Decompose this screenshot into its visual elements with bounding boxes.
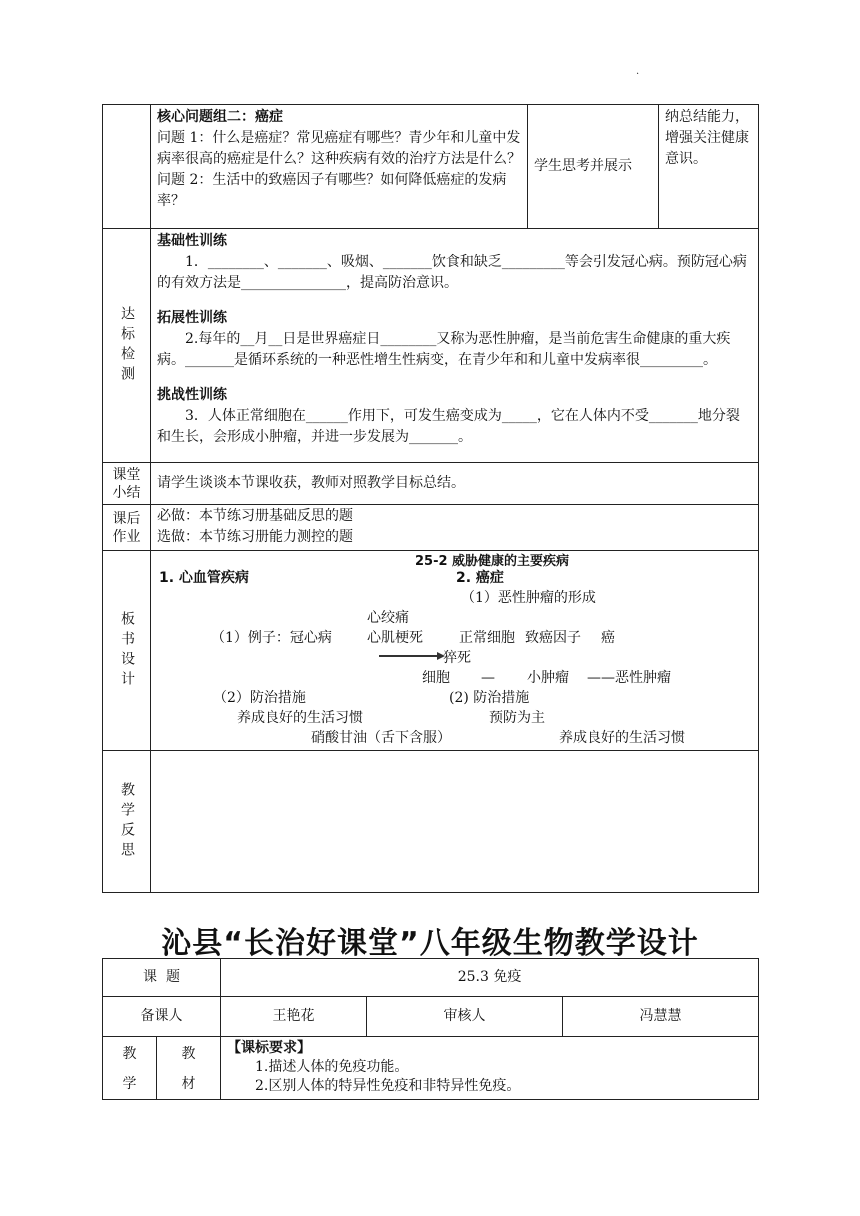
board-heading-1: 1. 心血管疾病 xyxy=(159,570,249,586)
core-question-row xyxy=(103,105,759,229)
check-label-cell xyxy=(103,229,151,463)
info-table xyxy=(102,958,759,1100)
board-design xyxy=(151,551,758,749)
board-habit-right: 养成良好的生活习惯 xyxy=(559,730,685,746)
board-cancer-formation: （1）恶性肿瘤的形成 xyxy=(461,590,596,606)
check-row xyxy=(103,229,759,463)
material-label: 教材 xyxy=(181,1046,196,1092)
preparer-label: 备课人 xyxy=(140,1008,183,1024)
board-design-cell xyxy=(151,551,759,751)
board-angina: 心绞痛 xyxy=(367,610,409,626)
homework-label-cell xyxy=(103,505,151,551)
goal-text: 纳总结能力，增强关注健康意识。 xyxy=(665,109,749,167)
topic-label-cell xyxy=(103,959,221,997)
board-example: （1）例子：冠心病 xyxy=(211,630,332,646)
preparer-value: 王艳花 xyxy=(272,1008,315,1024)
preparer-label-cell xyxy=(103,997,221,1037)
question-2: 问题 2：生活中的致癌因子有哪些？如何降低癌症的发病率？ xyxy=(157,172,507,209)
board-normal-cell: 正常细胞 xyxy=(459,630,515,646)
check-label: 达标检测 xyxy=(119,305,135,386)
goal-cell xyxy=(659,105,759,229)
header-dot: . xyxy=(636,66,640,77)
homework-optional: 选做：本节练习册能力测控的题 xyxy=(157,529,353,545)
homework-row xyxy=(103,505,759,551)
topic-value-cell xyxy=(221,959,759,997)
reviewer-label-cell xyxy=(367,997,563,1037)
board-prevention-right: (2) 防治措施 xyxy=(449,690,530,706)
core-heading: 核心问题组二：癌症 xyxy=(157,109,283,125)
reviewer-label: 审核人 xyxy=(443,1008,486,1024)
basic-training-text: 1．________、_______、吸烟、_______饮食和缺乏_________等会引发冠心病。预防冠心病的有效方法是_______________，提高防治意识。 xyxy=(157,254,747,291)
board-nitroglycerin: 硝酸甘油（舌下含服） xyxy=(311,730,451,746)
board-sudden-death: 猝死 xyxy=(443,650,471,666)
board-title: 25-2 威胁健康的主要疾病 xyxy=(415,554,570,569)
board-heading-2: 2. 癌症 xyxy=(456,570,504,586)
summary-label: 课堂小结 xyxy=(112,466,141,501)
board-prevention-first: 预防为主 xyxy=(489,710,545,726)
check-content-cell xyxy=(151,229,759,463)
board-cancer: 癌 xyxy=(601,630,615,646)
board-label-cell xyxy=(103,551,151,751)
board-infarct: 心肌梗死 xyxy=(367,630,423,646)
basic-training-title: 基础性训练 xyxy=(157,233,227,249)
reviewer-value: 冯慧慧 xyxy=(639,1008,682,1024)
question-1: 问题 1：什么是癌症？常见癌症有哪些？青少年和儿童中发病率很高的癌症是什么？这种疾病有效的治疗方法是什么？ xyxy=(157,130,521,167)
reflection-label-cell xyxy=(103,751,151,893)
preparer-row xyxy=(103,997,759,1037)
board-habit-left: 养成良好的生活习惯 xyxy=(237,710,363,726)
material-label-cell xyxy=(157,1037,221,1100)
board-malignant-tumor: ——恶性肿瘤 xyxy=(587,670,671,686)
reflection-row xyxy=(103,751,759,893)
teaching-label-cell xyxy=(103,1037,157,1100)
reflection-cell xyxy=(151,751,759,893)
board-label: 板书设计 xyxy=(119,610,135,691)
student-activity-text: 学生思考并展示 xyxy=(534,158,632,174)
topic-value: 25.3 免疫 xyxy=(457,969,522,985)
document-title: 沁县“长治好课堂”八年级生物教学设计 xyxy=(161,926,699,961)
homework-label: 课后作业 xyxy=(112,510,141,545)
board-cell: 细胞 xyxy=(422,670,450,686)
summary-cell xyxy=(151,463,759,505)
requirement-2: 2.区别人体的特异性免疫和非特异性免疫。 xyxy=(255,1078,521,1094)
reflection-label: 教学反思 xyxy=(119,781,135,862)
reviewer-value-cell xyxy=(563,997,759,1037)
homework-cell xyxy=(151,505,759,551)
summary-row xyxy=(103,463,759,505)
board-arrow xyxy=(379,651,445,661)
challenge-training-text: 3．人体正常细胞在______作用下，可发生癌变成为_____，它在人体内不受_______地分裂和生长，会形成小肿瘤，并进一步发展为_______。 xyxy=(157,408,740,445)
preparer-value-cell xyxy=(221,997,367,1037)
topic-row xyxy=(103,959,759,997)
student-activity-cell xyxy=(528,105,659,229)
summary-label-cell xyxy=(103,463,151,505)
board-carcinogen: 致癌因子 xyxy=(525,630,581,646)
lesson-table xyxy=(102,104,759,893)
challenge-training-title: 挑战性训练 xyxy=(157,387,227,403)
teaching-label: 教学 xyxy=(122,1046,137,1092)
board-small-tumor: 小肿瘤 xyxy=(527,670,569,686)
empty-label-cell xyxy=(103,105,151,229)
core-question-cell xyxy=(151,105,528,229)
homework-required: 必做：本节练习册基础反思的题 xyxy=(157,508,353,524)
summary-text: 请学生谈谈本节课收获，教师对照教学目标总结。 xyxy=(157,475,465,491)
topic-label: 课 题 xyxy=(143,969,180,985)
board-row xyxy=(103,551,759,751)
requirement-1: 1.描述人体的免疫功能。 xyxy=(255,1059,409,1075)
board-prevention-left: （2）防治措施 xyxy=(213,690,306,706)
requirements-title: 【课标要求】 xyxy=(227,1040,311,1056)
requirements-cell xyxy=(221,1037,759,1100)
teaching-material-row xyxy=(103,1037,759,1100)
board-dash: — xyxy=(481,670,495,686)
extended-training-title: 拓展性训练 xyxy=(157,310,227,326)
extended-training-text: 2.每年的__月__日是世界癌症日________又称为恶性肿瘤，是当前危害生命健康的重大疾病。_______是循环系统的一种恶性增生性病变，在青少年和和儿童中发病率很_________。 xyxy=(157,331,731,368)
